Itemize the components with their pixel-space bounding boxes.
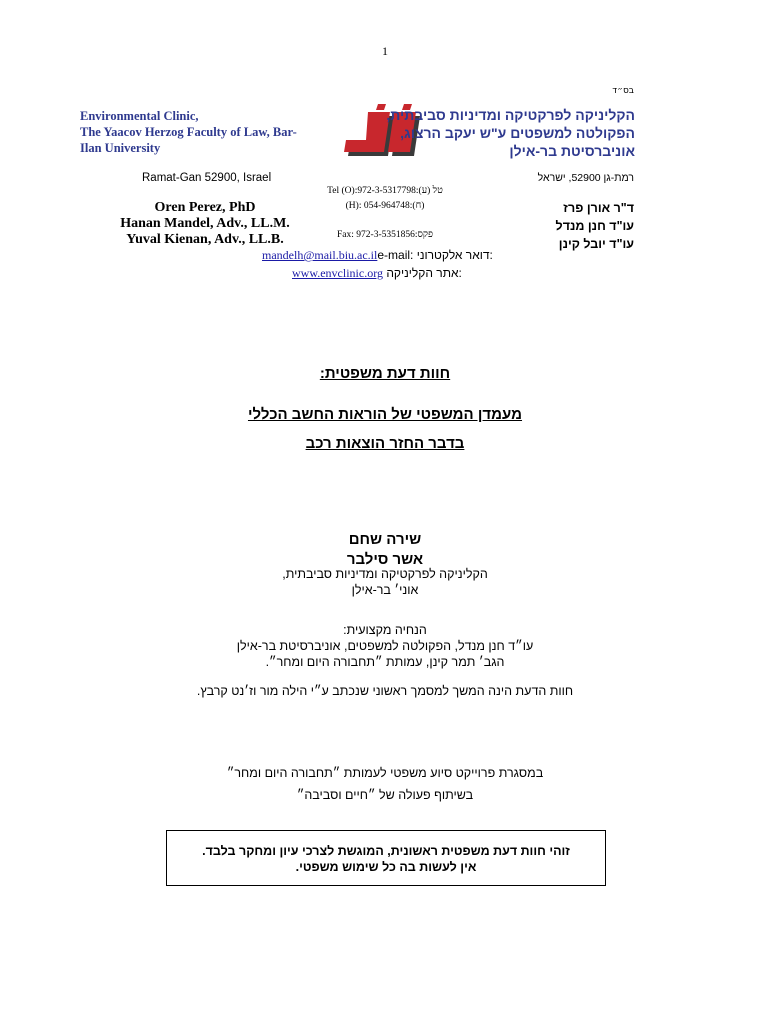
author-name: אשר סילבר: [346, 551, 424, 568]
bsd-marking: בס״ד: [612, 86, 634, 96]
staff-hebrew: [556, 199, 634, 253]
guidance-line: הגב׳ תמר קינן, עמותת ״תחבורה היום ומחר״.: [265, 655, 505, 669]
address-hebrew: רמת-גן 52900, ישראל: [537, 172, 634, 184]
guidance-line: עו״ד חנן מנדל, הפקולטה למשפטים, אוניברסיטת בר-אילן: [236, 639, 534, 653]
staff-name: עו"ד יובל קינן: [558, 237, 634, 251]
clinic-line: הקליניקה לפרקטיקה ומדיניות סביבתית,: [282, 567, 488, 581]
office-phone: Tel (O):972-3-5317798:(ע) טל: [327, 186, 443, 196]
disclaimer-line: זוהי חוות דעת משפטית ראשונית, המוגשת לצרכי עיון ומחקר בלבד.: [202, 844, 570, 858]
clinic-affiliation: [0, 566, 770, 598]
email-link[interactable]: mandelh@mail.biu.ac.il: [262, 248, 378, 262]
header-hebrew-line: אוניברסיטת בר-אילן: [509, 143, 635, 159]
header-english-line: The Yaacov Herzog Faculty of Law, Bar-: [80, 125, 297, 139]
email-label: e-mail: דואר אלקטרוני:: [377, 248, 493, 262]
document-subtitle: מעמדן המשפטי של הוראות החשב הכללי: [247, 406, 523, 423]
document-subtitle-2: בדבר החזר הוצאות רכב: [305, 435, 465, 452]
address-english: Ramat-Gan 52900, Israel: [142, 172, 272, 184]
header-hebrew: [305, 106, 635, 160]
header-english: [80, 108, 330, 156]
author-name: שירה שחם: [348, 531, 422, 548]
project-line: בשיתוף פעולה של ״חיים וסביבה״: [296, 788, 474, 802]
header-english-line: Ilan University: [80, 141, 161, 155]
staff-name: עו"ד חנן מנדל: [555, 219, 634, 233]
disclaimer-line: אין לעשות בה כל שימוש משפטי.: [295, 860, 477, 874]
website-link[interactable]: www.envclinic.org: [292, 266, 383, 280]
website-label: אתר הקליניקה:: [382, 266, 462, 280]
contact-phones: [300, 184, 470, 214]
website-row: [292, 266, 462, 281]
home-phone: (H): 054-964748:(ח): [345, 201, 425, 211]
page-number: 1: [382, 44, 388, 58]
staff-name: Yuval Kienan, Adv., LL.B.: [126, 232, 284, 247]
header-hebrew-line: הפקולטה למשפטים ע"ש יעקב הרצוג,: [400, 125, 635, 141]
authors: [0, 530, 770, 570]
professional-guidance: [0, 622, 770, 670]
header-hebrew-line: הקליניקה לפרקטיקה ומדיניות סביבתית,: [386, 107, 635, 123]
staff-name: Oren Perez, PhD: [154, 200, 256, 215]
header-english-line: Environmental Clinic,: [80, 109, 199, 123]
clinic-line: אוני׳ בר-אילן: [351, 583, 419, 597]
continuation-note: חוות הדעת הינה המשך למסמך ראשוני שנכתב ע״י הילה מור וז׳נט קרבץ.: [196, 684, 574, 698]
project-line: במסגרת פרוייקט סיוע משפטי לעמותת ״תחבורה היום ומחר״: [226, 766, 544, 780]
document-title: חוות דעת משפטית:: [319, 365, 451, 382]
fax-number: Fax: 972-3-5351856:פקס: [337, 230, 433, 240]
guidance-line: הנחיה מקצועית:: [343, 623, 427, 637]
staff-english: [80, 200, 330, 248]
staff-name: Hanan Mandel, Adv., LL.M.: [120, 216, 290, 231]
project-framework: [0, 762, 770, 806]
disclaimer-box: [166, 830, 606, 886]
email-row: [262, 248, 493, 263]
staff-name: ד"ר אורן פרז: [563, 201, 634, 215]
